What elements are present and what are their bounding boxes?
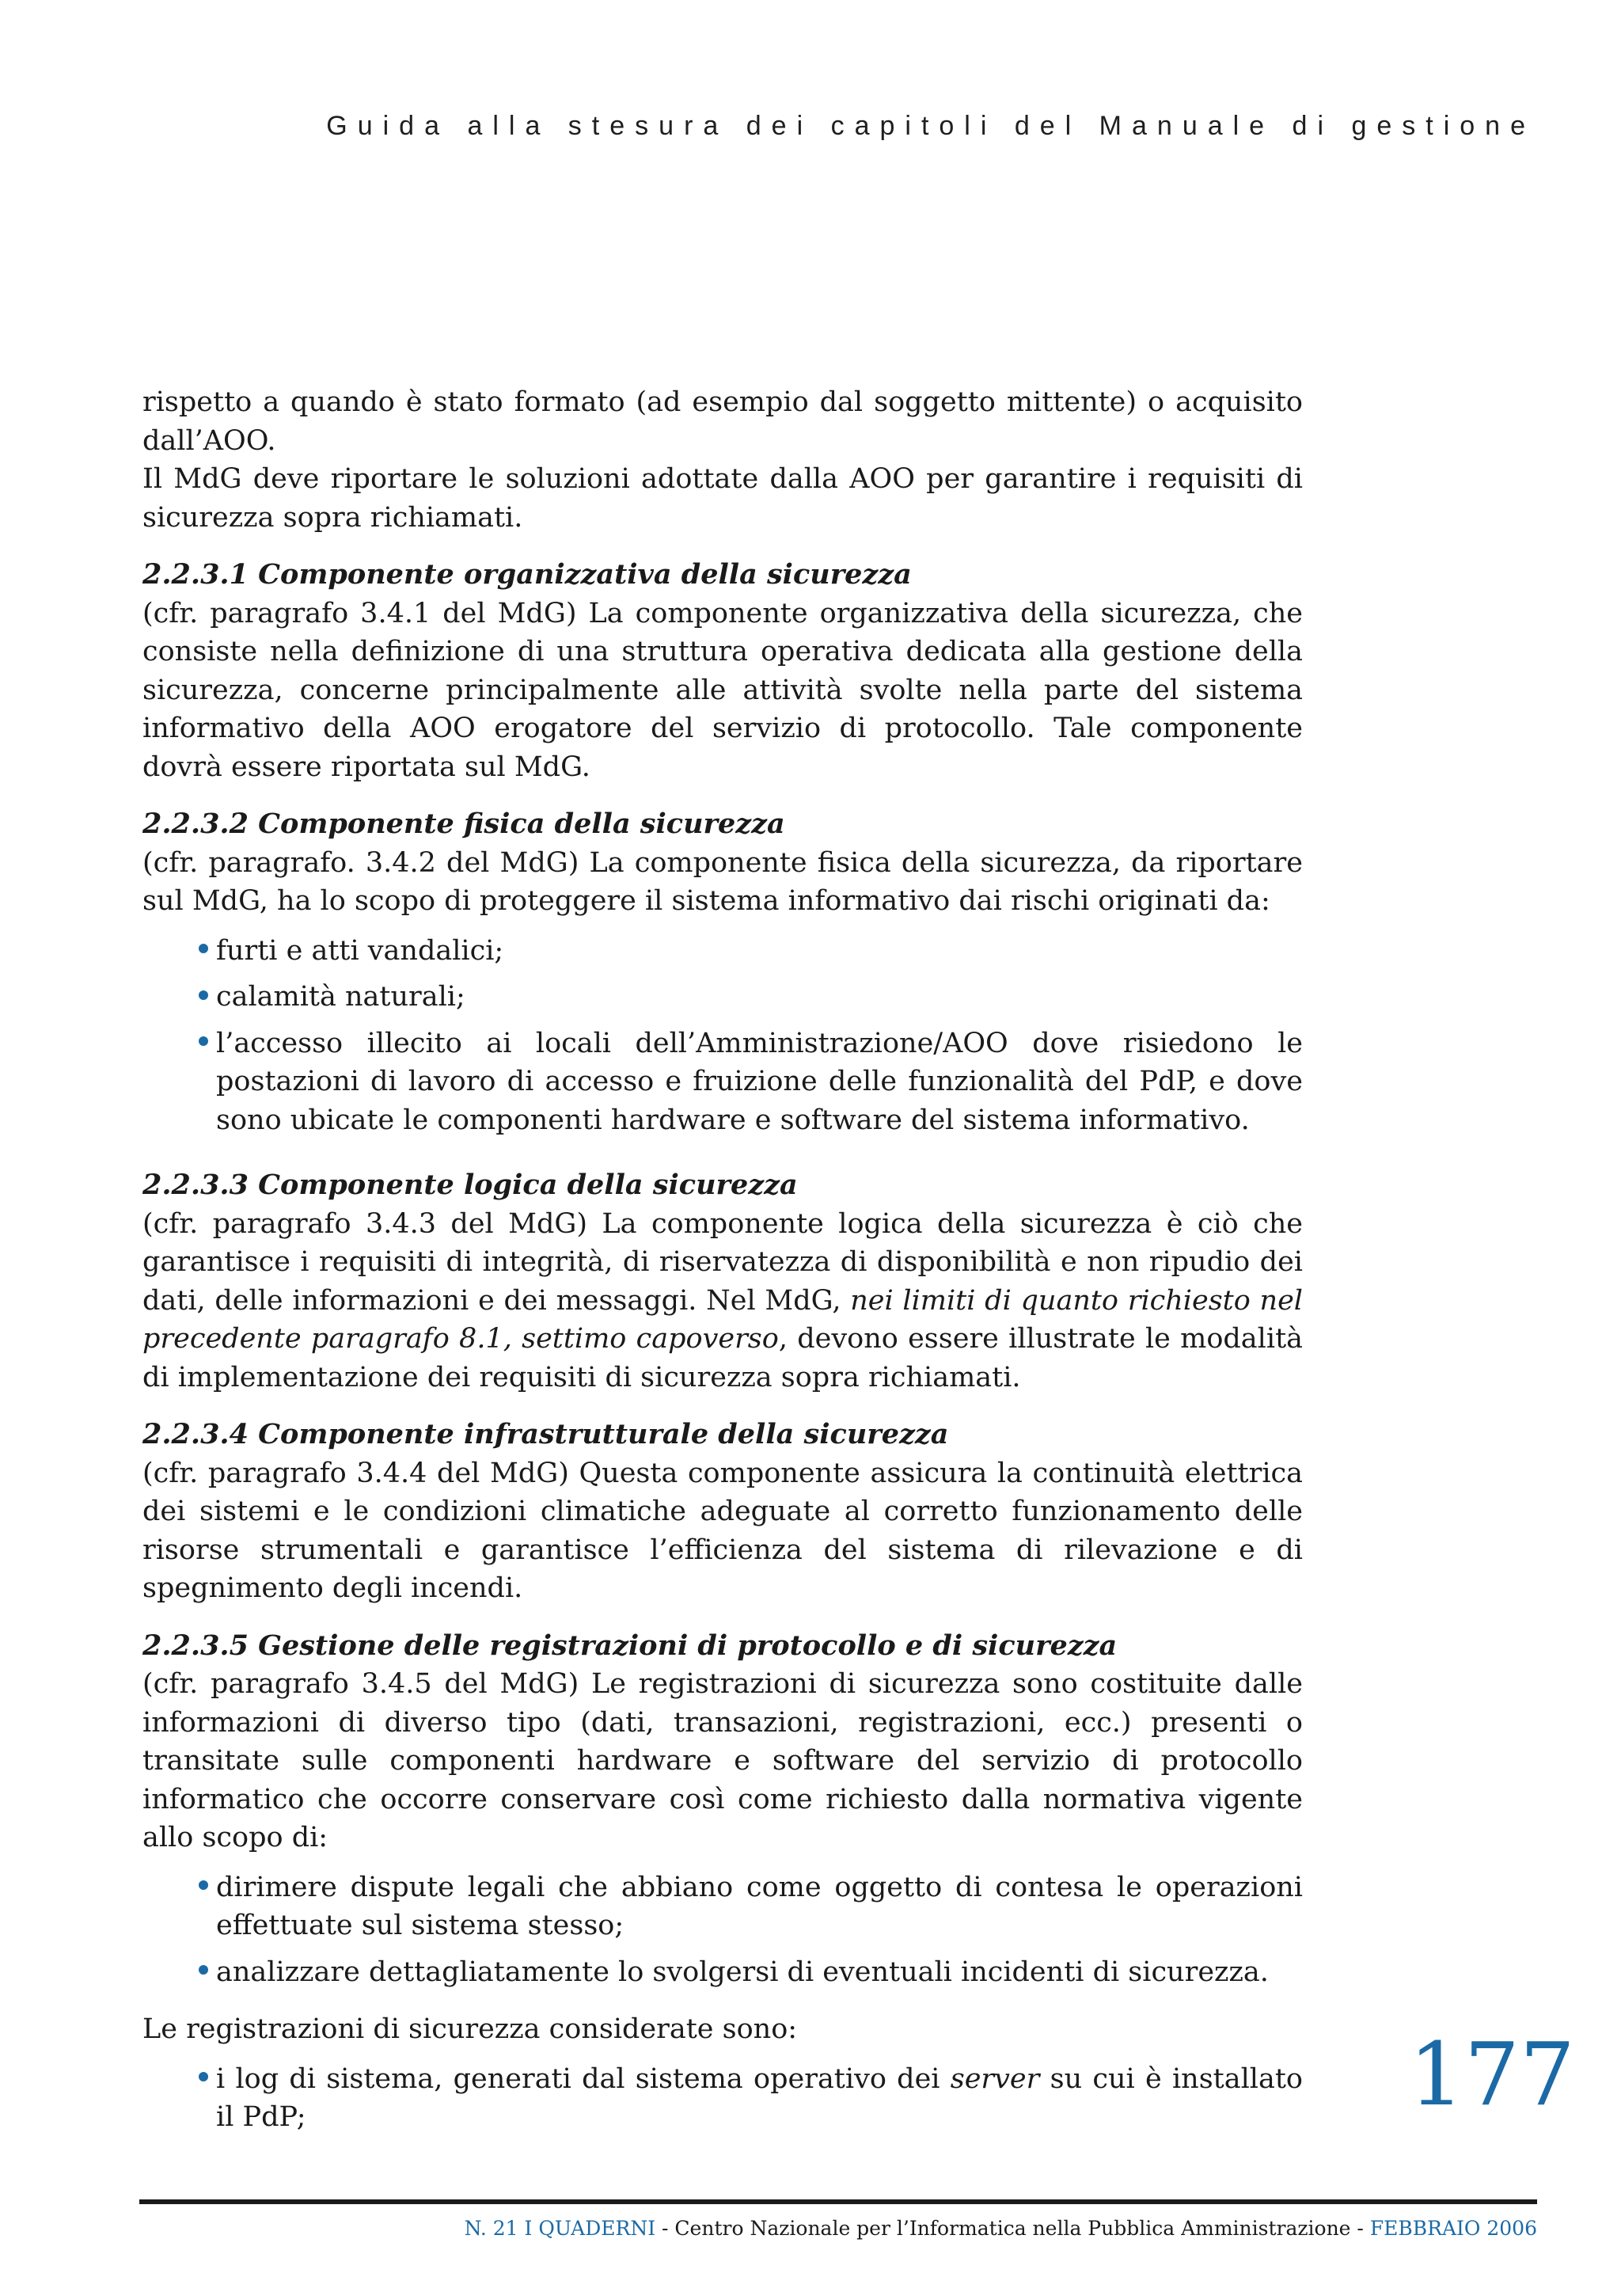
page-number: 177 bbox=[1409, 2024, 1575, 2125]
bullet-icon bbox=[199, 1880, 208, 1890]
paragraph: Il MdG deve riportare le soluzioni adottate dalla AOO per garantire i requisiti di sicurezza sopra richiamati. bbox=[142, 463, 1303, 534]
footer-separator: - bbox=[1350, 2217, 1370, 2240]
running-header: Guida alla stesura dei capitoli del Manuale di gestione bbox=[326, 111, 1536, 141]
footer-rule bbox=[139, 2199, 1537, 2204]
paragraph: (cfr. paragrafo 3.4.3 del MdG) La componente logica della sicurezza è ciò che garantisce i requisiti di integrità, di riservatezza di disponibilità e non ripudio dei dati, delle informazioni e dei messaggi. Nel MdG, nei limiti di quanto richiesto nel precedente paragrafo 8.1, settimo capoverso, devono essere illustrate le modalità di implementazione dei requisiti di sicurezza sopra richiamati. bbox=[142, 1207, 1303, 1393]
list-item: furti e atti vandalici; bbox=[142, 932, 1303, 971]
footer-issue: N. 21 I QUADERNI bbox=[464, 2217, 656, 2240]
footer-separator: - bbox=[655, 2217, 675, 2240]
paragraph: rispetto a quando è stato formato (ad esempio dal soggetto mittente) o acquisito dall’AOO. bbox=[142, 386, 1303, 457]
section-heading: 2.2.3.3 Componente logica della sicurezza bbox=[142, 1169, 798, 1201]
list-item: l’accesso illecito ai locali dell’Amministrazione/AOO dove risiedono le postazioni di lavoro di accesso e fruizione delle funzionalità del PdP, e dove sono ubicate le componenti hardware e software del sistema informativo. bbox=[142, 1024, 1303, 1140]
paragraph: (cfr. paragrafo 3.4.5 del MdG) Le registrazioni di sicurezza sono costituite dalle informazioni di diverso tipo (dati, transazioni, registrazioni, ecc.) presenti o transitate sulle componenti hardware e software del servizio di protocollo informatico che occorre conservare così come richiesto dalla normativa vigente allo scopo di: bbox=[142, 1668, 1303, 1853]
list-item: calamità naturali; bbox=[142, 978, 1303, 1017]
list-item: dirimere dispute legali che abbiano come oggetto di contesa le operazioni effettuate sul sistema stesso; bbox=[142, 1868, 1303, 1945]
main-text bbox=[142, 383, 1303, 2145]
paragraph: (cfr. paragrafo 3.4.1 del MdG) La componente organizzativa della sicurezza, che consiste nella definizione di una struttura operativa dedicata alla gestione della sicurezza, concerne principalmente alle attività svolte nella parte del sistema informativo della AOO erogatore del servizio di protocollo. Tale componente dovrà essere riportata sul MdG. bbox=[142, 597, 1303, 783]
footer-organization: Centro Nazionale per l’Informatica nella Pubblica Amministrazione bbox=[674, 2217, 1351, 2240]
paragraph: (cfr. paragrafo 3.4.4 del MdG) Questa componente assicura la continuità elettrica dei sistemi e le condizioni climatiche adeguate al corretto funzionamento delle risorse strumentali e garantisce l’efficienza del sistema di rilevazione e di spegnimento degli incendi. bbox=[142, 1457, 1303, 1604]
footer-date: FEBBRAIO 2006 bbox=[1369, 2217, 1537, 2240]
section-heading: 2.2.3.2 Componente fisica della sicurezza bbox=[142, 808, 785, 840]
section-heading: 2.2.3.4 Componente infrastrutturale della sicurezza bbox=[142, 1418, 949, 1450]
section-heading: 2.2.3.5 Gestione delle registrazioni di protocollo e di sicurezza bbox=[142, 1629, 1118, 1662]
bullet-icon bbox=[199, 2072, 208, 2081]
section-heading: 2.2.3.1 Componente organizzativa della sicurezza bbox=[142, 558, 912, 591]
list-item: analizzare dettagliatamente lo svolgersi di eventuali incidenti di sicurezza. bbox=[142, 1953, 1303, 1992]
bullet-icon bbox=[199, 1036, 208, 1046]
bullet-icon bbox=[199, 990, 208, 1000]
bullet-icon bbox=[199, 944, 208, 953]
paragraph: (cfr. paragrafo. 3.4.2 del MdG) La componente fisica della sicurezza, da riportare sul MdG, ha lo scopo di proteggere il sistema informativo dai rischi originati da: bbox=[142, 846, 1303, 917]
bullet-list bbox=[142, 2060, 1303, 2137]
bullet-list bbox=[142, 932, 1303, 1140]
list-item: i log di sistema, generati dal sistema operativo dei server su cui è installato il PdP; bbox=[142, 2060, 1303, 2137]
bullet-icon bbox=[199, 1965, 208, 1975]
paragraph: Le registrazioni di sicurezza considerate sono: bbox=[142, 2013, 798, 2045]
bullet-list bbox=[142, 1868, 1303, 1992]
footer bbox=[396, 2217, 1537, 2240]
